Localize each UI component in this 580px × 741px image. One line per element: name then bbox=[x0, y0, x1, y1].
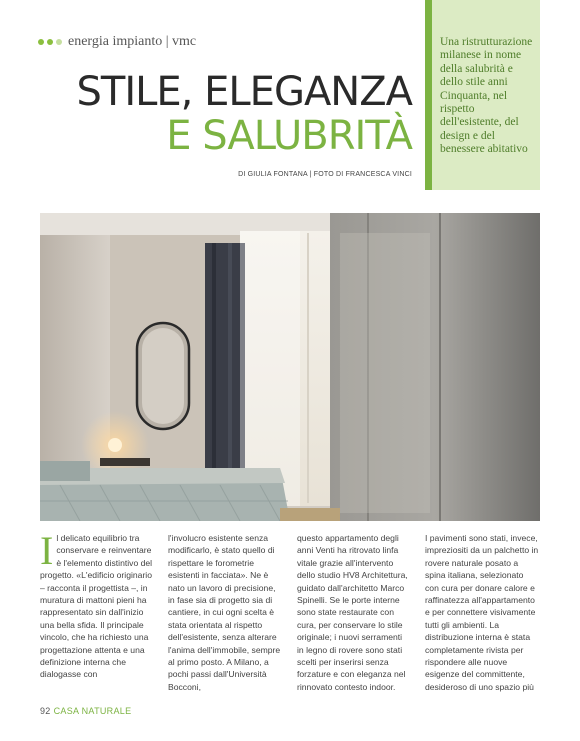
column-4-text: I pavimenti sono stati, invece, impreziositi da un palchetto in rovere naturale posato a spina italiana, selezionato con cura per donare calore e raffinatezza all'appartamento e per connettere visivamente tutti gli ambienti. La distribuzione interna è stata completamente rivista per rispondere alle nuove esigenze del committente, desideroso di uno spazio più bbox=[425, 533, 539, 692]
page-number: 92 bbox=[40, 706, 51, 716]
section-tag bbox=[38, 34, 196, 50]
article-title bbox=[60, 69, 412, 159]
section-label: energia impianto | vmc bbox=[68, 34, 197, 49]
magazine-name: CASA NATURALE bbox=[53, 706, 132, 716]
accent-bar bbox=[425, 0, 432, 190]
bedroom-photo bbox=[40, 213, 540, 521]
column-1-text: l delicato equilibrio tra conservare e reinventare è l'elemento distintivo del progetto. «L'edificio originario – racconta il progettista –, in muratura di mattoni pieni ha rappresentato sin dall'inizio una bella sfida. Il principale vincolo, che ha richiesto una progettazione attenta e una definizione interna che dialogasse con bbox=[40, 533, 153, 680]
text-column-4 bbox=[425, 532, 539, 693]
intro-box bbox=[432, 0, 540, 190]
text-column-2 bbox=[168, 532, 282, 693]
column-2-text: l'involucro esistente senza modificarlo, è stato quello di rispettare le forometrie esistenti in facciata». Ne è nato un lavoro di precisione, in fase sia di progetto sia di cantiere, in cui ogni scelta è stata orientata al rispetto dell'esistente, senza alterare l'anima dell'immobile, sempre al primo posto. A Milano, a pochi passi dall'Università Bocconi, bbox=[168, 533, 281, 692]
bullet-dots-icon bbox=[38, 39, 62, 45]
title-line-2: E SALUBRITÀ bbox=[166, 113, 412, 159]
drop-cap: I bbox=[40, 528, 54, 573]
column-3-text: questo appartamento degli anni Venti ha ritrovato linfa vitale grazie all'intervento dello studio HV8 Architettura, guidato dall'architetto Marco Spinelli. Se le porte interne sono state restaurate con cura, per conservare lo stile originale; i nuovi serramenti in legno di rovere sono stati scelti per inserirsi senza forzature e con eleganza nel rinnovato contesto indoor. bbox=[297, 533, 408, 692]
text-column-1 bbox=[40, 528, 154, 681]
title-line-1: STILE, ELEGANZA bbox=[76, 69, 412, 115]
text-column-3 bbox=[297, 532, 411, 693]
page-footer bbox=[40, 706, 131, 716]
byline: DI GIULIA FONTANA | FOTO DI FRANCESCA VINCI bbox=[238, 171, 412, 178]
intro-text: Una ristrutturazione milanese in nome della salubrità e dello stile anni Cinquanta, nel rispetto dell'esistente, del design e del benessere abitativo bbox=[440, 36, 533, 156]
